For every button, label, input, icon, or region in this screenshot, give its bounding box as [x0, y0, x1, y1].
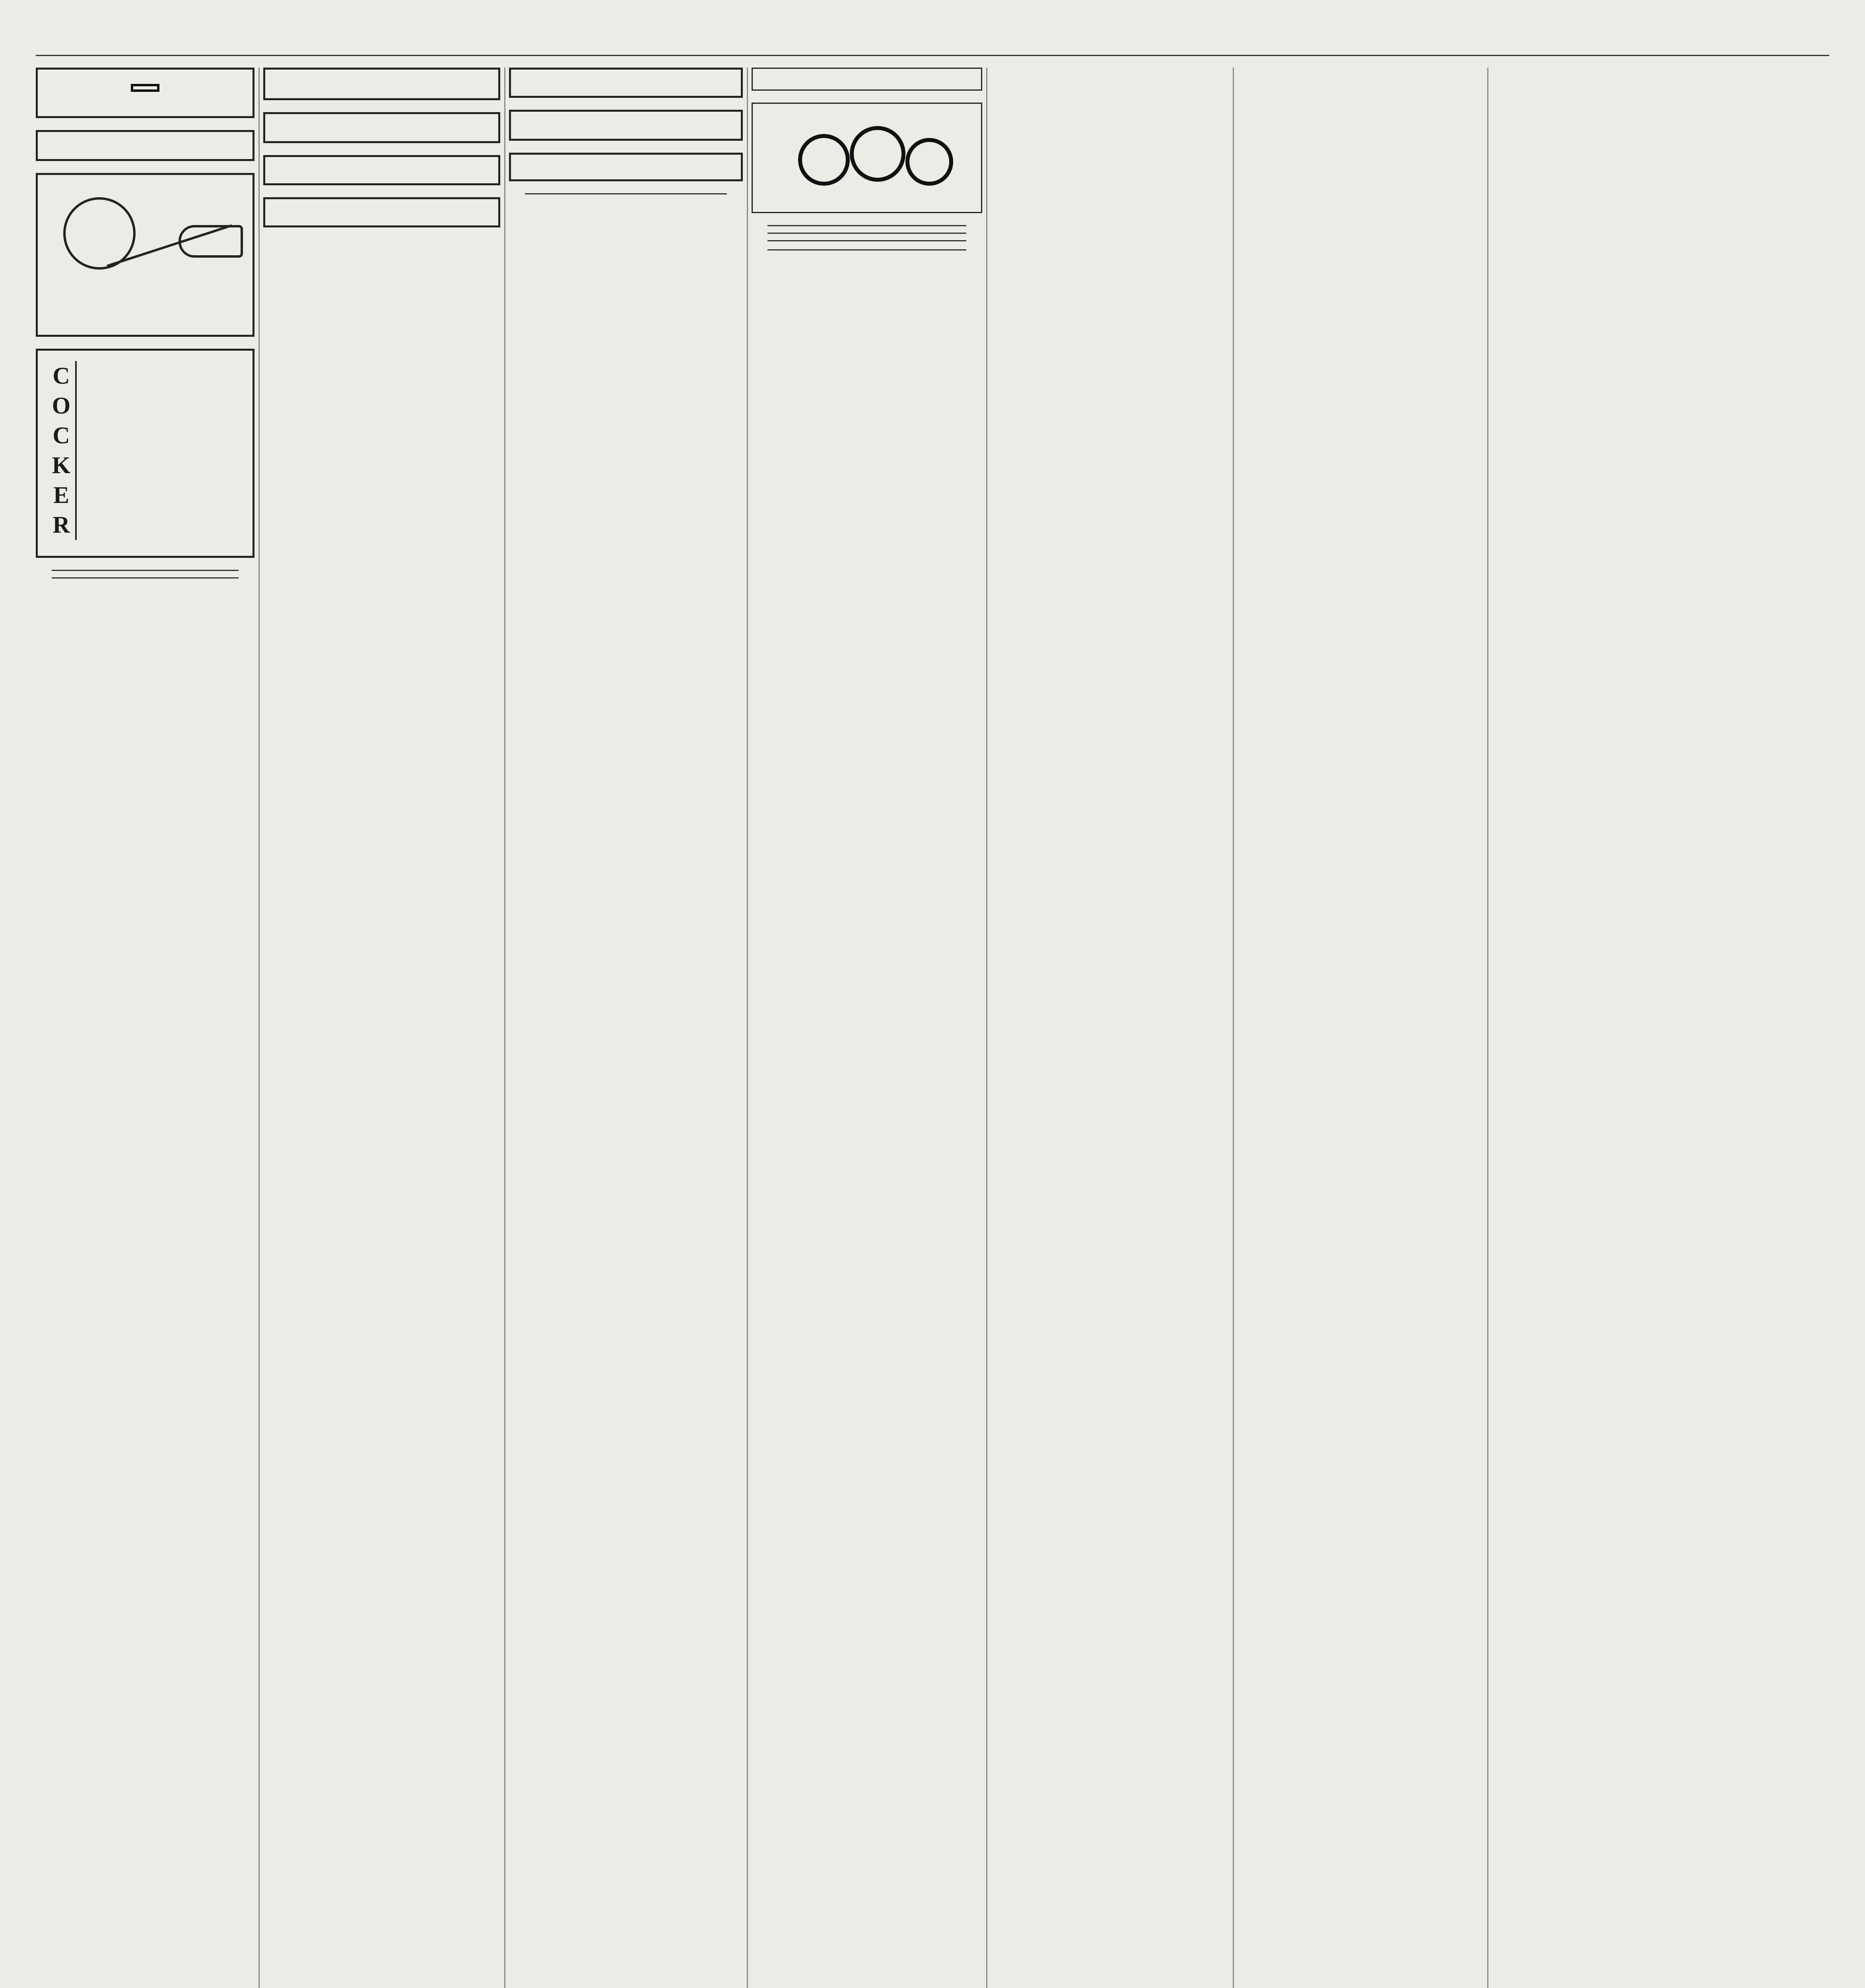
brinsmead-piano-ad: [263, 112, 500, 143]
cocker-ad: [36, 349, 254, 558]
column-rule: [1233, 68, 1234, 1988]
complete-suit-service-ad: [509, 110, 743, 141]
undertakers-notice: [36, 570, 254, 579]
column-rule: [504, 68, 505, 1988]
engagement-rings-ad: [752, 103, 982, 213]
column-5: [991, 68, 1229, 1988]
column-rule: [986, 68, 987, 1988]
whites-curtaining-ad: [509, 68, 743, 98]
big-store-logo: [131, 84, 159, 92]
spectacles-ad: [509, 153, 743, 181]
jersey-ad: [36, 130, 254, 161]
column-1: [36, 68, 254, 1988]
rings-illustration: [762, 118, 971, 198]
arrival-furs-ad: [36, 68, 254, 118]
editorial: [752, 249, 982, 250]
deares-sale-ad: [263, 68, 500, 100]
column-3: [509, 68, 743, 1988]
column-rule: [747, 68, 748, 1988]
cocker-vertical-logo: C O C K E R: [47, 361, 77, 540]
column-6: [1238, 68, 1483, 1988]
column-2: [263, 68, 500, 1988]
column-rule: [1487, 68, 1488, 1988]
lady-with-shoe-illustration: [47, 189, 254, 320]
column-4: [752, 68, 982, 1988]
column-rule: [258, 68, 260, 1988]
look-to-future-ad: [263, 197, 500, 227]
evening-shoes-ad: [36, 173, 254, 337]
jellyman-forbes-ad: [752, 68, 982, 91]
take-care-ad: [263, 155, 500, 185]
masthead: [36, 19, 1829, 56]
